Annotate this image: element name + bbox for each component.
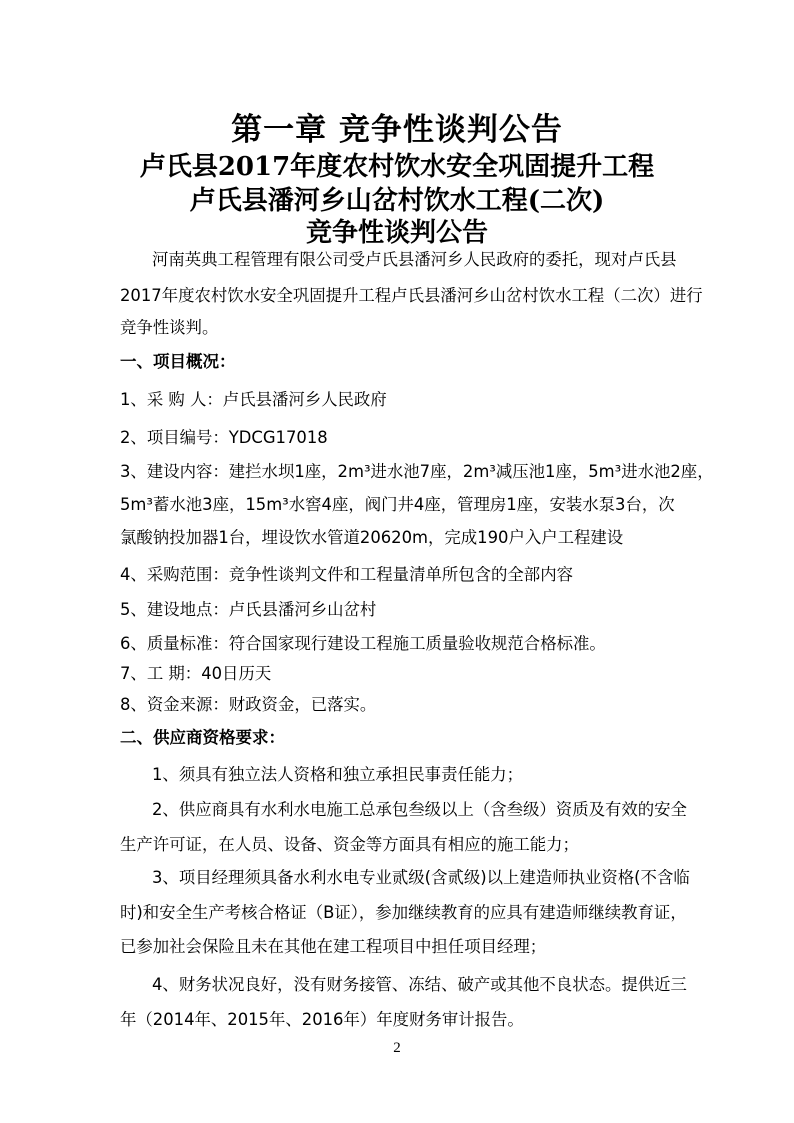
intro-line: 2017年度农村饮水安全巩固提升工程卢氏县潘河乡山岔村饮水工程（二次）进行 — [120, 286, 703, 305]
subproject-title: 卢氏县潘河乡山岔村饮水工程(二次) — [189, 186, 605, 216]
project-title: 卢氏县2017年度农村饮水安全巩固提升工程 — [139, 152, 655, 182]
overview-item-location: 5、建设地点：卢氏县潘河乡山岔村 — [120, 600, 377, 619]
qualification-line: 4、财务状况良好，没有财务接管、冻结、破产或其他不良状态。提供近三 — [152, 975, 687, 994]
overview-item-purchaser: 1、采 购 人：卢氏县潘河乡人民政府 — [120, 390, 387, 409]
section-heading-project-overview: 一、项目概况： — [120, 352, 236, 371]
overview-item-construction-content-cont: 5m³蓄水池3座，15m³水窖4座，阀门井4座，管理房1座，安装水泵3台，次 — [120, 495, 675, 514]
overview-item-construction-content: 3、建设内容：建拦水坝1座，2m³进水池7座，2m³减压池1座，5m³进水池2座， — [120, 462, 714, 481]
qualification-line: 生产许可证，在人员、设备、资金等方面具有相应的施工能力； — [120, 835, 579, 854]
qualification-line: 时)和安全生产考核合格证（B证），参加继续教育的应具有建造师继续教育证， — [120, 903, 687, 922]
overview-item-duration: 7、工 期：40日历天 — [120, 664, 272, 683]
page-number: 2 — [393, 1040, 401, 1056]
overview-item-construction-content-cont: 氯酸钠投加器1台，埋设饮水管道20620m，完成190户入户工程建设 — [120, 528, 624, 547]
chapter-title: 第一章 竞争性谈判公告 — [231, 112, 563, 148]
qualification-line: 已参加社会保险且未在其他在建工程项目中担任项目经理； — [120, 937, 547, 956]
overview-item-quality: 6、质量标准：符合国家现行建设工程施工质量验收规范合格标准。 — [120, 634, 606, 653]
qualification-line: 1、须具有独立法人资格和独立承担民事责任能力； — [152, 765, 524, 784]
qualification-line: 年（2014年、2015年、2016年）年度财务审计报告。 — [120, 1010, 524, 1029]
qualification-line: 2、供应商具有水利水电施工总承包叁级以上（含叁级）资质及有效的安全 — [152, 800, 687, 819]
overview-item-funding: 8、资金来源：财政资金，已落实。 — [120, 695, 377, 714]
intro-line: 竞争性谈判。 — [120, 318, 219, 337]
notice-title: 竞争性谈判公告 — [305, 218, 488, 248]
intro-line: 河南英典工程管理有限公司受卢氏县潘河乡人民政府的委托，现对卢氏县 — [152, 250, 677, 269]
section-heading-supplier-qualification: 二、供应商资格要求： — [120, 728, 285, 747]
overview-item-project-number: 2、项目编号：YDCG17018 — [120, 428, 328, 447]
qualification-line: 3、项目经理须具备水利水电专业贰级(含贰级)以上建造师执业资格(不含临 — [152, 868, 690, 887]
overview-item-scope: 4、采购范围：竞争性谈判文件和工程量清单所包含的全部内容 — [120, 565, 573, 584]
